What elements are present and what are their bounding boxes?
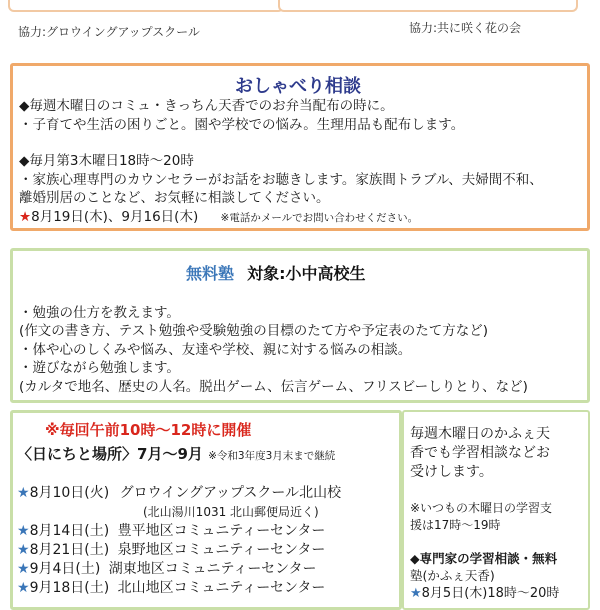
star-icon: ★ xyxy=(19,209,32,225)
side-note: ※いつもの木曜日の学習支 xyxy=(410,501,553,515)
top-right-box-edge xyxy=(278,0,578,12)
side-line: 受けします。 xyxy=(410,464,493,480)
star-icon: ★ xyxy=(17,561,30,577)
schedule-entry-address: (北山湯川1031 北山郵便局近く) xyxy=(143,505,319,519)
muryojuku-line: ・体や心のしくみや悩み、友達や学校、親に対する悩みの相談。 xyxy=(19,342,412,358)
credit-left: 協力:グロウイングアップスクール xyxy=(18,25,200,39)
schedule-entry: ★8月14日(土) 豊平地区コミュニティーセンター xyxy=(17,523,326,539)
oshaberi-line: 離婚別居のことなど、お気軽に相談してください。 xyxy=(19,190,330,206)
credit-right: 協力:共に咲く花の会 xyxy=(409,21,522,35)
oshaberi-title: おしゃべり相談 xyxy=(235,76,361,97)
side-expert: 塾(かふぇ天香) xyxy=(410,568,495,583)
muryojuku-line: ・遊びながら勉強します。 xyxy=(19,360,180,376)
oshaberi-dates-row xyxy=(19,209,418,227)
schedule-box xyxy=(10,410,402,610)
star-icon: ★ xyxy=(17,485,30,501)
schedule-entry: ★8月21日(土) 泉野地区コミュニティーセンター xyxy=(17,542,326,558)
star-icon: ★ xyxy=(17,523,30,539)
muryojuku-line: (カルタで地名、歴史の人名。脱出ゲーム、伝言ゲーム、フリスビーしりとり、など) xyxy=(19,379,528,395)
oshaberi-note: ※電話かメールでお問い合わせください。 xyxy=(220,212,419,224)
side-expert-date-row xyxy=(410,585,559,602)
star-icon: ★ xyxy=(17,580,30,596)
side-box xyxy=(402,410,590,610)
oshaberi-line: ・家族心理専門のカウンセラーがお話をお聴きします。家族間トラブル、夫婦間不和、 xyxy=(19,172,543,188)
oshaberi-line: ◆毎週木曜日のコミュ・きっちん天香でのお弁当配布の時に。 xyxy=(19,98,394,114)
star-icon: ★ xyxy=(410,586,422,601)
schedule-period: 〈日にちと場所〉7月〜9月 xyxy=(17,445,203,463)
muryojuku-line: ・勉強の仕方を教えます。 xyxy=(19,305,180,321)
schedule-entry: ★9月18日(土) 北山地区コミュニティーセンター xyxy=(17,580,326,596)
oshaberi-line: ◆毎月第3木曜日18時〜20時 xyxy=(19,153,194,169)
muryojuku-title: 無料塾 xyxy=(186,264,235,283)
oshaberi-dates: 8月19日(木)、9月16日(木) xyxy=(31,209,199,225)
side-line: 毎週木曜日のかふぇ天 xyxy=(410,426,550,442)
schedule-headline: ※毎回午前10時〜12時に開催 xyxy=(45,421,252,439)
top-left-box-edge xyxy=(8,0,284,12)
side-line: 香でも学習相談などお xyxy=(410,445,550,461)
muryojuku-line: (作文の書き方、テスト勉強や受験勉強の目標のたて方や予定表のたて方など) xyxy=(19,323,488,339)
schedule-period-row xyxy=(17,443,335,464)
star-icon: ★ xyxy=(17,542,30,558)
schedule-entry: ★9月4日(土) 湖東地区コミュニティーセンター xyxy=(17,561,317,577)
oshaberi-line: ・子育てや生活の困りごと。園や学校での悩み。生理用品も配布します。 xyxy=(19,117,465,133)
muryojuku-target: 対象:小中高校生 xyxy=(247,264,366,283)
muryojuku-box xyxy=(10,248,590,403)
oshaberi-box xyxy=(10,63,590,231)
side-note: 援は17時〜19時 xyxy=(410,518,501,532)
side-expert: ◆専門家の学習相談・無料 xyxy=(410,551,558,566)
muryojuku-heading xyxy=(186,261,366,284)
schedule-period-note: ※令和3年度3月末まで継続 xyxy=(208,450,336,462)
side-expert-date: 8月5日(木)18時〜20時 xyxy=(421,586,560,601)
schedule-entry: ★8月10日(火) グロウイングアップスクール北山校 xyxy=(17,485,342,501)
